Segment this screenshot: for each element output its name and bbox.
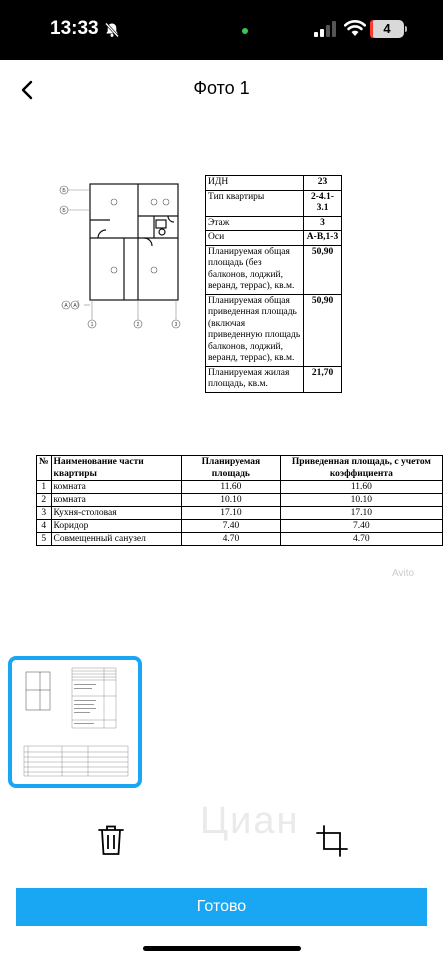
- column-header: Наименование части квартиры: [51, 456, 181, 481]
- info-value: 23: [304, 176, 342, 191]
- table-cell: 10.10: [280, 494, 442, 507]
- info-label: ИДН: [206, 176, 304, 191]
- table-cell: Совмещенный санузел: [51, 533, 181, 546]
- privacy-indicator-dot: [242, 28, 248, 34]
- table-cell: 17.10: [280, 507, 442, 520]
- table-cell: 4.70: [182, 533, 281, 546]
- cian-watermark: Циан: [200, 800, 300, 842]
- info-value: 21,70: [304, 366, 342, 392]
- axis-label: 1: [90, 322, 94, 328]
- floor-plan-drawing: [58, 180, 186, 330]
- done-button[interactable]: Готово: [16, 888, 427, 926]
- page-title: Фото 1: [193, 78, 250, 98]
- table-row: [37, 520, 443, 533]
- apartment-info-table: [205, 175, 342, 393]
- battery-icon: [370, 20, 404, 38]
- table-cell: комната: [51, 494, 181, 507]
- home-indicator: [143, 946, 301, 951]
- table-cell: 11.60: [182, 481, 281, 494]
- info-row: [206, 366, 342, 392]
- table-cell: 2: [37, 494, 52, 507]
- table-cell: 10.10: [182, 494, 281, 507]
- status-time: 13:33: [50, 18, 99, 39]
- table-cell: комната: [51, 481, 181, 494]
- column-header: Приведенная площадь, с учетом коэффициента: [280, 456, 442, 481]
- status-bar: [0, 0, 443, 60]
- table-cell: 1: [37, 481, 52, 494]
- table-cell: 5: [37, 533, 52, 546]
- table-row: [37, 533, 443, 546]
- axis-label: 3: [174, 322, 178, 328]
- table-cell: 11.60: [280, 481, 442, 494]
- info-label: Планируемая общая приведенная площадь (включая приведенную площадь балконов, лоджий, веранд, террас), кв.м.: [206, 294, 304, 366]
- axis-label: А: [64, 303, 68, 309]
- photo-thumbnail[interactable]: [8, 656, 142, 788]
- axis-label: Б: [62, 208, 66, 214]
- info-row: [206, 190, 342, 216]
- rooms-table-header: [37, 456, 443, 481]
- battery-tip: [405, 26, 407, 32]
- bell-slash-icon: [104, 22, 120, 38]
- table-cell: 17.10: [182, 507, 281, 520]
- info-label: Планируемая общая площадь (без балконов, лоджий, веранд, террас), кв.м.: [206, 245, 304, 294]
- info-row: [206, 231, 342, 246]
- table-cell: 4.70: [280, 533, 442, 546]
- axis-label: А: [73, 303, 77, 309]
- info-row: [206, 176, 342, 191]
- info-row: [206, 294, 342, 366]
- table-cell: Кухня-столовая: [51, 507, 181, 520]
- info-value: 2-4.1-3.1: [304, 190, 342, 216]
- avito-watermark: Avito: [392, 568, 415, 579]
- trash-icon: [99, 827, 123, 855]
- crop-button[interactable]: [316, 825, 350, 857]
- delete-button[interactable]: [97, 823, 125, 857]
- info-label: Тип квартиры: [206, 190, 304, 216]
- info-row: [206, 216, 342, 231]
- info-label: Оси: [206, 231, 304, 246]
- info-row: [206, 245, 342, 294]
- axis-label: 2: [136, 322, 140, 328]
- table-row: [37, 507, 443, 520]
- table-cell: 7.40: [182, 520, 281, 533]
- column-header: №: [37, 456, 52, 481]
- thumbnail-preview: [16, 664, 134, 780]
- table-cell: 7.40: [280, 520, 442, 533]
- table-cell: 4: [37, 520, 52, 533]
- battery-level-text: 4: [383, 21, 391, 36]
- info-value: 3: [304, 216, 342, 231]
- crop-icon: [317, 826, 347, 856]
- document-photo: [0, 150, 443, 590]
- column-header: Планируемая площадь: [182, 456, 281, 481]
- info-label: Планируемая жилая площадь, кв.м.: [206, 366, 304, 392]
- info-value: А-В,1-3: [304, 231, 342, 246]
- signal-icon: [314, 21, 336, 37]
- table-cell: 3: [37, 507, 52, 520]
- info-label: Этаж: [206, 216, 304, 231]
- info-value: 50,90: [304, 294, 342, 366]
- info-value: 50,90: [304, 245, 342, 294]
- table-cell: Коридор: [51, 520, 181, 533]
- table-row: [37, 481, 443, 494]
- axis-label: Б: [62, 188, 66, 194]
- rooms-table: [36, 455, 443, 546]
- wifi-icon: [344, 19, 366, 37]
- table-row: [37, 494, 443, 507]
